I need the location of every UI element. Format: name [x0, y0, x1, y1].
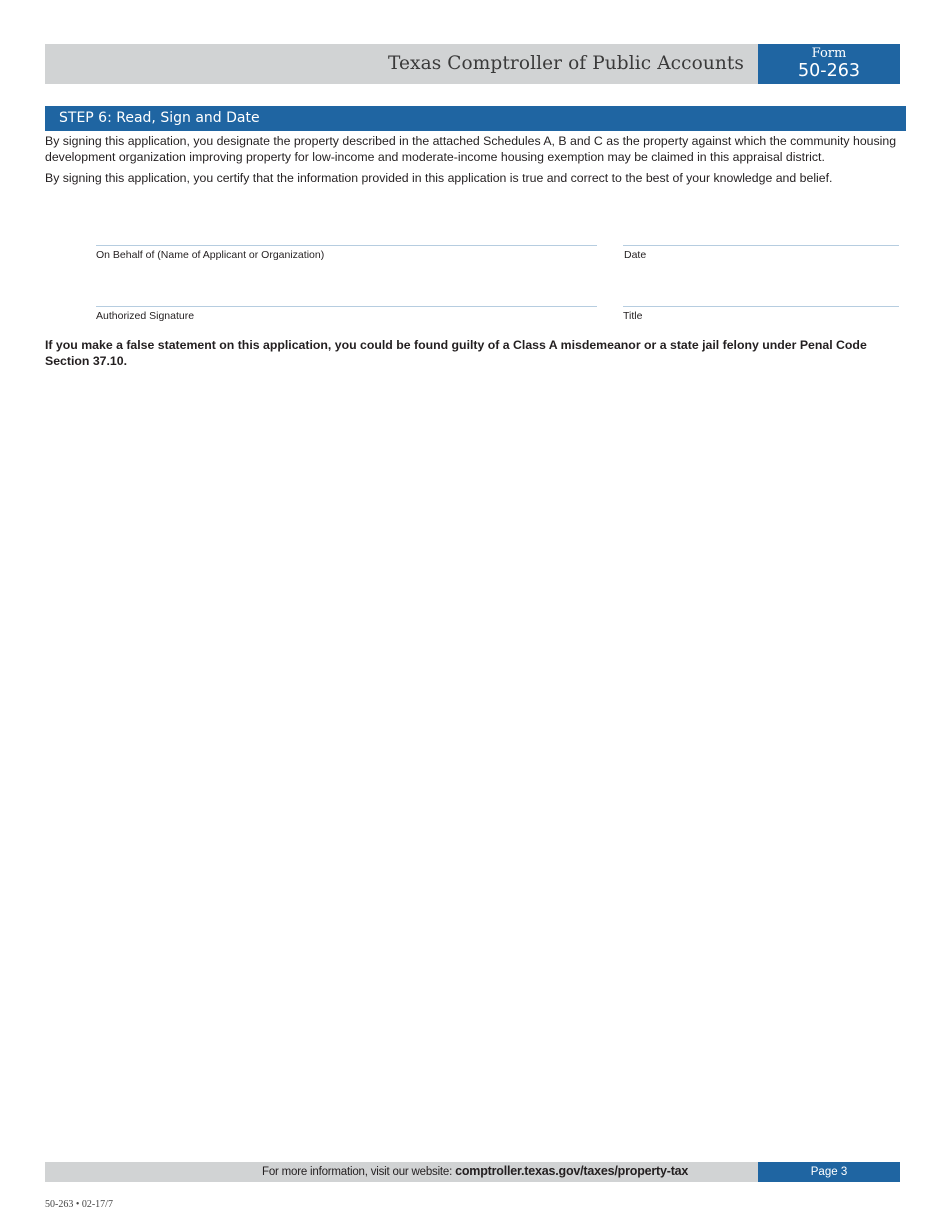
step-title: STEP 6: Read, Sign and Date: [59, 110, 260, 126]
date-field[interactable]: [623, 245, 899, 246]
on-behalf-label: On Behalf of (Name of Applicant or Organization): [96, 249, 325, 261]
title-field[interactable]: [623, 306, 899, 307]
footer-bar: [45, 1162, 758, 1182]
title-label: Title: [623, 310, 643, 322]
date-label: Date: [624, 249, 647, 261]
authorized-signature-label: Authorized Signature: [96, 310, 195, 322]
page-number-box: [758, 1162, 900, 1182]
page-number: Page 3: [810, 1166, 848, 1178]
footer-website-link[interactable]: comptroller.texas.gov/taxes/property-tax: [455, 1164, 689, 1178]
form-number: 50-263: [798, 61, 860, 81]
designation-paragraph: By signing this application, you designate the property described in the attached Schedules A, B and C as the property against which the community housing development organization improving property for low-income and moderate-income housing exemption may be claimed in this appraisal district.: [45, 134, 897, 164]
on-behalf-field[interactable]: [96, 245, 597, 246]
footer-info: [262, 1164, 688, 1178]
penalty-warning: If you make a false statement on this application, you could be found guilty of a Class A misdemeanor or a state jail felony under Penal Code Section 37.10.: [45, 338, 867, 368]
authorized-signature-field[interactable]: [96, 306, 597, 307]
step-6-header: [45, 106, 906, 131]
footer-info-prefix: For more information, visit our website:: [262, 1166, 453, 1178]
form-number-box: [758, 44, 900, 84]
certification-paragraph: By signing this application, you certify that the information provided in this application is true and correct to the best of your knowledge and belief.: [45, 171, 833, 185]
header-bar: [45, 44, 758, 84]
form-revision-code: 50-263 • 02-17/7: [45, 1199, 113, 1210]
agency-name: Texas Comptroller of Public Accounts: [387, 53, 744, 74]
form-label: Form: [811, 46, 847, 61]
